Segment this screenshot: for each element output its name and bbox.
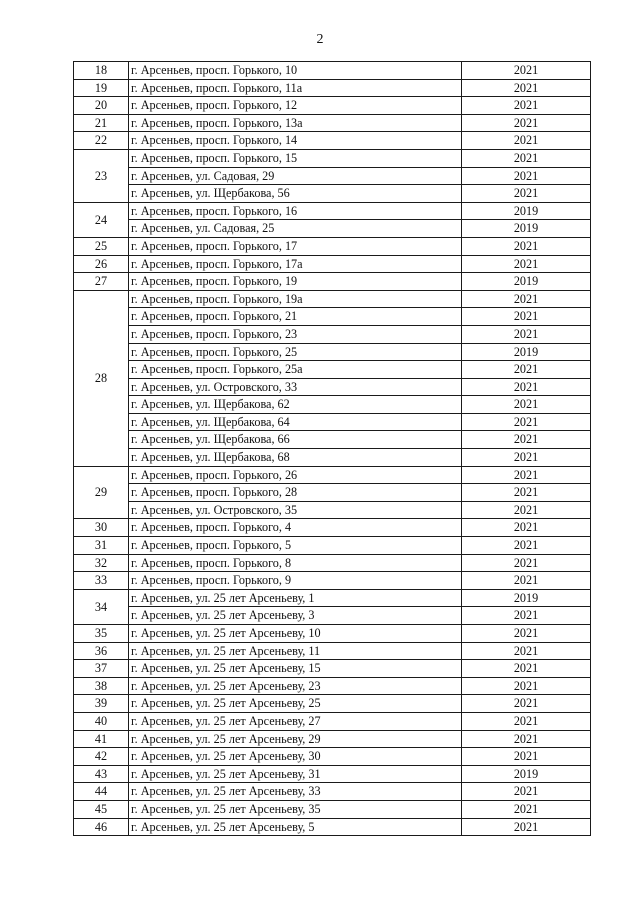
table-row — [74, 431, 591, 449]
table-row — [74, 378, 591, 396]
table-row — [74, 167, 591, 185]
address-cell: г. Арсеньев, просп. Горького, 11а — [129, 79, 462, 97]
address-cell: г. Арсеньев, просп. Горького, 13а — [129, 114, 462, 132]
year-cell: 2021 — [462, 501, 591, 519]
year-cell: 2021 — [462, 185, 591, 203]
address-table — [73, 61, 591, 836]
address-cell: г. Арсеньев, ул. 25 лет Арсеньеву, 5 — [129, 818, 462, 836]
row-number-cell: 31 — [74, 537, 129, 555]
table-row — [74, 220, 591, 238]
table-row — [74, 800, 591, 818]
address-cell: г. Арсеньев, просп. Горького, 14 — [129, 132, 462, 150]
address-cell: г. Арсеньев, ул. 25 лет Арсеньеву, 33 — [129, 783, 462, 801]
table-row — [74, 554, 591, 572]
address-cell: г. Арсеньев, просп. Горького, 8 — [129, 554, 462, 572]
year-cell: 2021 — [462, 677, 591, 695]
table-row — [74, 79, 591, 97]
row-number-cell: 28 — [74, 290, 129, 466]
year-cell: 2021 — [462, 818, 591, 836]
row-number-cell: 40 — [74, 712, 129, 730]
address-cell: г. Арсеньев, ул. Щербакова, 64 — [129, 413, 462, 431]
row-number-cell: 24 — [74, 202, 129, 237]
address-cell: г. Арсеньев, ул. Щербакова, 66 — [129, 431, 462, 449]
year-cell: 2021 — [462, 149, 591, 167]
table-row — [74, 413, 591, 431]
address-cell: г. Арсеньев, ул. 25 лет Арсеньеву, 31 — [129, 765, 462, 783]
row-number-cell: 19 — [74, 79, 129, 97]
year-cell: 2019 — [462, 273, 591, 291]
year-cell: 2019 — [462, 765, 591, 783]
year-cell: 2019 — [462, 589, 591, 607]
address-cell: г. Арсеньев, ул. 25 лет Арсеньеву, 35 — [129, 800, 462, 818]
address-cell: г. Арсеньев, ул. 25 лет Арсеньеву, 15 — [129, 660, 462, 678]
table-row — [74, 132, 591, 150]
year-cell: 2021 — [462, 660, 591, 678]
table-row — [74, 114, 591, 132]
address-cell: г. Арсеньев, просп. Горького, 15 — [129, 149, 462, 167]
address-cell: г. Арсеньев, просп. Горького, 21 — [129, 308, 462, 326]
row-number-cell: 30 — [74, 519, 129, 537]
year-cell: 2021 — [462, 642, 591, 660]
year-cell: 2021 — [462, 712, 591, 730]
row-number-cell: 29 — [74, 466, 129, 519]
year-cell: 2021 — [462, 449, 591, 467]
address-cell: г. Арсеньев, просп. Горького, 9 — [129, 572, 462, 590]
row-number-cell: 33 — [74, 572, 129, 590]
address-cell: г. Арсеньев, ул. 25 лет Арсеньеву, 30 — [129, 748, 462, 766]
table-row — [74, 748, 591, 766]
year-cell: 2021 — [462, 62, 591, 80]
table-row — [74, 818, 591, 836]
table-row — [74, 765, 591, 783]
address-cell: г. Арсеньев, просп. Горького, 25 — [129, 343, 462, 361]
table-row — [74, 607, 591, 625]
address-cell: г. Арсеньев, ул. 25 лет Арсеньеву, 10 — [129, 625, 462, 643]
row-number-cell: 20 — [74, 97, 129, 115]
table-row — [74, 519, 591, 537]
year-cell: 2021 — [462, 519, 591, 537]
year-cell: 2021 — [462, 290, 591, 308]
row-number-cell: 25 — [74, 237, 129, 255]
row-number-cell: 21 — [74, 114, 129, 132]
address-cell: г. Арсеньев, ул. Щербакова, 68 — [129, 449, 462, 467]
address-cell: г. Арсеньев, ул. 25 лет Арсеньеву, 11 — [129, 642, 462, 660]
table-row — [74, 589, 591, 607]
table-row — [74, 660, 591, 678]
address-cell: г. Арсеньев, ул. Щербакова, 62 — [129, 396, 462, 414]
table-row — [74, 449, 591, 467]
table-row — [74, 625, 591, 643]
address-cell: г. Арсеньев, просп. Горького, 12 — [129, 97, 462, 115]
year-cell: 2019 — [462, 220, 591, 238]
year-cell: 2021 — [462, 537, 591, 555]
row-number-cell: 18 — [74, 62, 129, 80]
table-row — [74, 62, 591, 80]
year-cell: 2021 — [462, 413, 591, 431]
address-cell: г. Арсеньев, просп. Горького, 28 — [129, 484, 462, 502]
year-cell: 2021 — [462, 607, 591, 625]
table-row — [74, 396, 591, 414]
year-cell: 2021 — [462, 695, 591, 713]
year-cell: 2021 — [462, 554, 591, 572]
table-row — [74, 202, 591, 220]
address-cell: г. Арсеньев, ул. Островского, 33 — [129, 378, 462, 396]
address-cell: г. Арсеньев, просп. Горького, 26 — [129, 466, 462, 484]
row-number-cell: 39 — [74, 695, 129, 713]
year-cell: 2021 — [462, 361, 591, 379]
table-row — [74, 97, 591, 115]
year-cell: 2021 — [462, 466, 591, 484]
year-cell: 2021 — [462, 167, 591, 185]
address-cell: г. Арсеньев, просп. Горького, 17а — [129, 255, 462, 273]
address-cell: г. Арсеньев, ул. Островского, 35 — [129, 501, 462, 519]
year-cell: 2019 — [462, 202, 591, 220]
address-cell: г. Арсеньев, просп. Горького, 23 — [129, 325, 462, 343]
address-cell: г. Арсеньев, просп. Горького, 4 — [129, 519, 462, 537]
address-cell: г. Арсеньев, просп. Горького, 10 — [129, 62, 462, 80]
year-cell: 2021 — [462, 572, 591, 590]
table-row — [74, 572, 591, 590]
year-cell: 2021 — [462, 97, 591, 115]
year-cell: 2021 — [462, 748, 591, 766]
address-table-body — [74, 62, 591, 836]
table-row — [74, 642, 591, 660]
table-row — [74, 537, 591, 555]
table-row — [74, 308, 591, 326]
table-row — [74, 501, 591, 519]
year-cell: 2021 — [462, 79, 591, 97]
address-cell: г. Арсеньев, ул. Садовая, 25 — [129, 220, 462, 238]
row-number-cell: 43 — [74, 765, 129, 783]
table-row — [74, 325, 591, 343]
year-cell: 2021 — [462, 484, 591, 502]
table-row — [74, 677, 591, 695]
table-row — [74, 783, 591, 801]
row-number-cell: 26 — [74, 255, 129, 273]
address-cell: г. Арсеньев, ул. 25 лет Арсеньеву, 27 — [129, 712, 462, 730]
row-number-cell: 45 — [74, 800, 129, 818]
address-cell: г. Арсеньев, просп. Горького, 19 — [129, 273, 462, 291]
address-cell: г. Арсеньев, ул. 25 лет Арсеньеву, 1 — [129, 589, 462, 607]
row-number-cell: 41 — [74, 730, 129, 748]
address-cell: г. Арсеньев, ул. 25 лет Арсеньеву, 3 — [129, 607, 462, 625]
year-cell: 2021 — [462, 325, 591, 343]
table-row — [74, 466, 591, 484]
page-number: 2 — [316, 32, 324, 47]
address-cell: г. Арсеньев, ул. 25 лет Арсеньеву, 29 — [129, 730, 462, 748]
row-number-cell: 27 — [74, 273, 129, 291]
year-cell: 2021 — [462, 114, 591, 132]
table-row — [74, 730, 591, 748]
row-number-cell: 36 — [74, 642, 129, 660]
year-cell: 2019 — [462, 343, 591, 361]
year-cell: 2021 — [462, 378, 591, 396]
year-cell: 2021 — [462, 730, 591, 748]
row-number-cell: 37 — [74, 660, 129, 678]
row-number-cell: 38 — [74, 677, 129, 695]
year-cell: 2021 — [462, 237, 591, 255]
year-cell: 2021 — [462, 396, 591, 414]
address-cell: г. Арсеньев, просп. Горького, 25а — [129, 361, 462, 379]
row-number-cell: 34 — [74, 589, 129, 624]
address-cell: г. Арсеньев, ул. 25 лет Арсеньеву, 25 — [129, 695, 462, 713]
row-number-cell: 42 — [74, 748, 129, 766]
address-cell: г. Арсеньев, просп. Горького, 17 — [129, 237, 462, 255]
year-cell: 2021 — [462, 431, 591, 449]
address-cell: г. Арсеньев, ул. Щербакова, 56 — [129, 185, 462, 203]
table-row — [74, 484, 591, 502]
table-row — [74, 712, 591, 730]
row-number-cell: 44 — [74, 783, 129, 801]
row-number-cell: 46 — [74, 818, 129, 836]
table-row — [74, 343, 591, 361]
year-cell: 2021 — [462, 132, 591, 150]
table-row — [74, 185, 591, 203]
address-cell: г. Арсеньев, ул. 25 лет Арсеньеву, 23 — [129, 677, 462, 695]
table-row — [74, 361, 591, 379]
row-number-cell: 35 — [74, 625, 129, 643]
address-cell: г. Арсеньев, просп. Горького, 19а — [129, 290, 462, 308]
table-row — [74, 149, 591, 167]
year-cell: 2021 — [462, 255, 591, 273]
address-cell: г. Арсеньев, просп. Горького, 5 — [129, 537, 462, 555]
year-cell: 2021 — [462, 783, 591, 801]
table-row — [74, 695, 591, 713]
table-row — [74, 255, 591, 273]
year-cell: 2021 — [462, 625, 591, 643]
row-number-cell: 23 — [74, 149, 129, 202]
address-cell: г. Арсеньев, просп. Горького, 16 — [129, 202, 462, 220]
address-cell: г. Арсеньев, ул. Садовая, 29 — [129, 167, 462, 185]
table-row — [74, 237, 591, 255]
year-cell: 2021 — [462, 308, 591, 326]
row-number-cell: 22 — [74, 132, 129, 150]
row-number-cell: 32 — [74, 554, 129, 572]
table-row — [74, 273, 591, 291]
table-row — [74, 290, 591, 308]
year-cell: 2021 — [462, 800, 591, 818]
